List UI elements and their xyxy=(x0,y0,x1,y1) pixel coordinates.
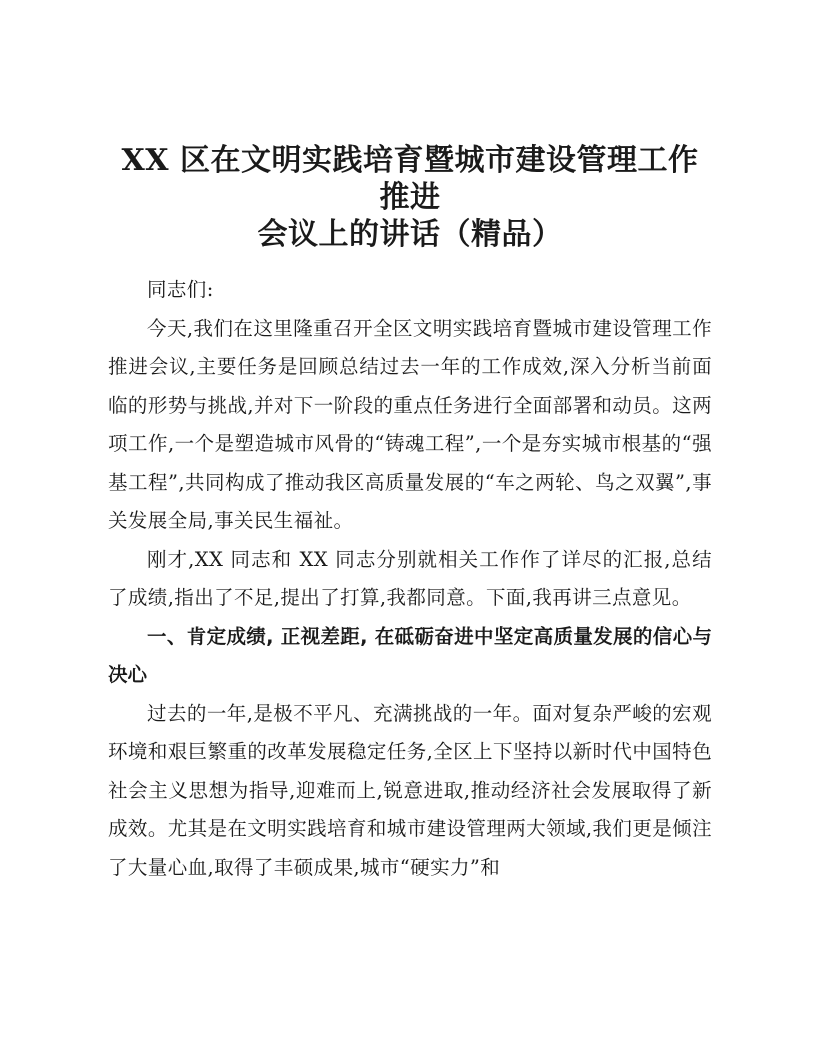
paragraph-reports: 刚才,XX 同志和 XX 同志分别就相关工作作了详尽的汇报,总结了成绩,指出了不足,提出了打算,我都同意。下面,我再讲三点意见。 xyxy=(108,547,712,609)
document-page xyxy=(108,142,712,887)
section-heading-1: 一、肯定成绩, 正视差距, 在砥砺奋进中坚定高质量发展的信心与决心 xyxy=(108,624,712,686)
greeting: 同志们: xyxy=(147,278,214,301)
paragraph-review: 过去的一年,是极不平凡、充满挑战的一年。面对复杂严峻的宏观环境和艰巨繁重的改革发展稳定任务,全区上下坚持以新时代中国特色社会主义思想为指导,迎难而上,锐意进取,推动经济社会发展取得了新成效。尤其是在文明实践培育和城市建设管理两大领域,我们更是倾注了大量心血,取得了丰硕成果,城市“硬实力”和 xyxy=(108,701,712,879)
paragraph-intro: 今天,我们在这里隆重召开全区文明实践培育暨城市建设管理工作推进会议,主要任务是回顾总结过去一年的工作成效,深入分析当前面临的形势与挑战,并对下一阶段的重点任务进行全面部署和动员。这两项工作,一个是塑造城市风骨的“铸魂工程”,一个是夯实城市根基的“强基工程”,共同构成了推动我区高质量发展的“车之两轮、鸟之双翼”,事关发展全局,事关民生福祉。 xyxy=(108,316,712,532)
document-title xyxy=(108,142,712,253)
title-line-2: 会议上的讲话（精品） xyxy=(257,217,563,252)
title-line-1: XX 区在文明实践培育暨城市建设管理工作推进 xyxy=(121,143,699,215)
